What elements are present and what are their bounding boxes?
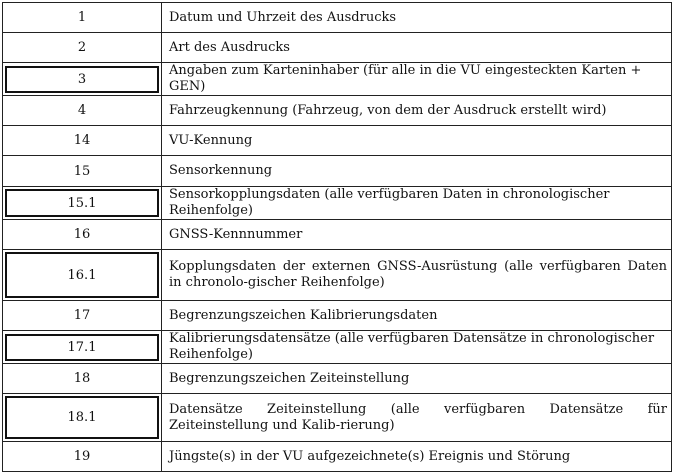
table-row: [3, 126, 672, 156]
row-number-cell: [3, 33, 162, 63]
row-number-cell: [3, 301, 162, 331]
row-description: Angaben zum Karteninhaber (für alle in die VU eingesteckten Karten + GEN): [162, 63, 672, 96]
row-description: Datensätze Zeiteinstellung (alle verfügbaren Datensätze für Zeiteinstellung und Kalib-rierung): [162, 394, 672, 442]
row-number: 1: [77, 10, 87, 25]
row-description: Sensorkennung: [162, 156, 672, 187]
row-description: Kalibrierungsdatensätze (alle verfügbaren Datensätze in chronologischer Reihenfolge): [162, 331, 672, 364]
row-number: 3: [5, 66, 159, 93]
row-number-cell: [3, 126, 162, 156]
table-row: [3, 96, 672, 126]
row-number-cell: [3, 96, 162, 126]
row-number: 15.1: [5, 189, 159, 217]
table-row: [3, 187, 672, 220]
row-number-cell: [3, 364, 162, 394]
row-number: 2: [77, 40, 87, 55]
row-description: VU-Kennung: [162, 126, 672, 156]
table-row: [3, 63, 672, 96]
row-number-cell: [3, 442, 162, 472]
table-row: [3, 220, 672, 250]
table-row: [3, 250, 672, 301]
row-description: Sensorkopplungsdaten (alle verfügbaren Daten in chronologischer Reihenfolge): [162, 187, 672, 220]
row-number-cell: [3, 394, 162, 442]
row-number: 14: [73, 133, 91, 148]
row-number-cell: [3, 3, 162, 33]
table-row: [3, 33, 672, 63]
row-number-cell: [3, 156, 162, 187]
row-description: GNSS-Kennnummer: [162, 220, 672, 250]
row-number-cell: [3, 331, 162, 364]
row-description: Begrenzungszeichen Kalibrierungsdaten: [162, 301, 672, 331]
row-description: Jüngste(s) in der VU aufgezeichnete(s) Ereignis und Störung: [162, 442, 672, 472]
row-number: 16: [73, 227, 91, 242]
table-row: [3, 364, 672, 394]
table-row: [3, 156, 672, 187]
table-row: [3, 331, 672, 364]
row-number-cell: [3, 250, 162, 301]
row-description: Datum und Uhrzeit des Ausdrucks: [162, 3, 672, 33]
printout-content-table: [2, 2, 672, 472]
row-number: 4: [77, 103, 87, 118]
row-number: 16.1: [5, 252, 159, 298]
row-number: 18: [73, 371, 91, 386]
row-description: Begrenzungszeichen Zeiteinstellung: [162, 364, 672, 394]
row-number: 17.1: [5, 334, 159, 361]
row-description: Art des Ausdrucks: [162, 33, 672, 63]
table-row: [3, 394, 672, 442]
table-row: [3, 301, 672, 331]
row-number-cell: [3, 220, 162, 250]
row-number: 15: [73, 163, 91, 179]
table-row: [3, 3, 672, 33]
table-row: [3, 442, 672, 472]
row-number: 17: [73, 308, 91, 323]
row-number: 19: [73, 449, 91, 464]
row-number: 18.1: [5, 396, 159, 439]
row-number-cell: [3, 63, 162, 96]
row-description: Kopplungsdaten der externen GNSS-Ausrüstung (alle verfügbaren Daten in chronolo-gischer Reihenfolge): [162, 250, 672, 301]
row-description: Fahrzeugkennung (Fahrzeug, von dem der Ausdruck erstellt wird): [162, 96, 672, 126]
row-number-cell: [3, 187, 162, 220]
